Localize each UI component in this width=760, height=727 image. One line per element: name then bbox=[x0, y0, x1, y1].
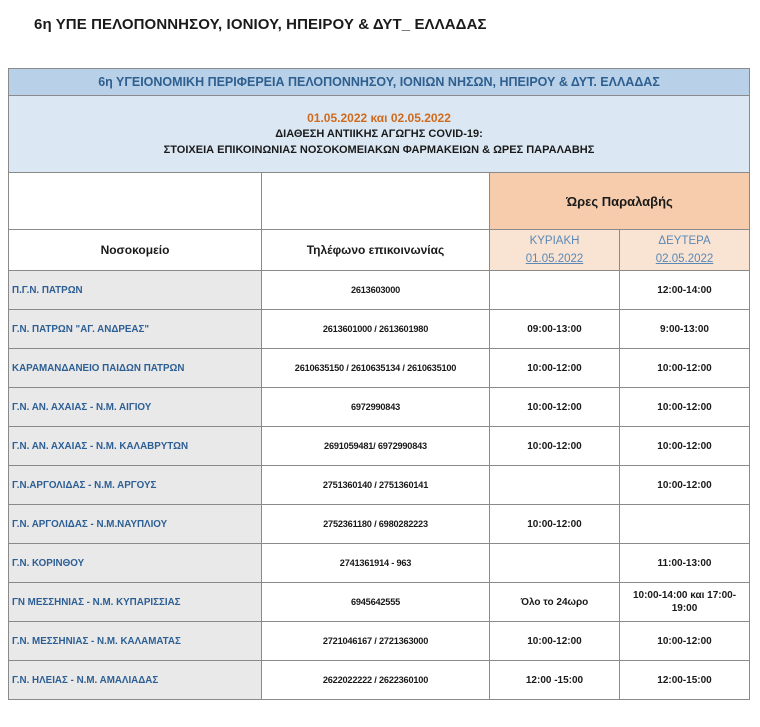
hospital-cell: ΚΑΡΑΜΑΝΔΑΝΕΙΟ ΠΑΙΔΩΝ ΠΑΤΡΩΝ bbox=[9, 349, 262, 388]
monday-day-label: ΔΕΥΤΕΡΑ bbox=[658, 235, 711, 247]
sunday-hours-cell bbox=[490, 271, 620, 310]
empty-header-cell bbox=[9, 173, 262, 230]
table-row bbox=[9, 271, 750, 310]
table-body bbox=[9, 69, 750, 700]
sunday-hours-cell bbox=[490, 544, 620, 583]
monday-hours-cell: 10:00-12:00 bbox=[620, 427, 750, 466]
monday-column-header bbox=[620, 230, 750, 271]
hospital-cell: Γ.Ν.ΑΡΓΟΛΙΔΑΣ - Ν.Μ. ΑΡΓΟΥΣ bbox=[9, 466, 262, 505]
hospital-cell: Γ.Ν. ΑΝ. ΑΧΑΙΑΣ - Ν.Μ. ΑΙΓΙΟΥ bbox=[9, 388, 262, 427]
monday-hours-cell: 12:00-14:00 bbox=[620, 271, 750, 310]
monday-hours-cell: 12:00-15:00 bbox=[620, 661, 750, 700]
sunday-hours-cell: Όλο το 24ωρο bbox=[490, 583, 620, 622]
subtitle-line-2: ΣΤΟΙΧΕΙΑ ΕΠΙΚΟΙΝΩΝΙΑΣ ΝΟΣΟΚΟΜΕΙΑΚΩΝ ΦΑΡΜΑΚΕΙΩΝ & ΩΡΕΣ ΠΑΡΑΛΑΒΗΣ bbox=[163, 144, 595, 156]
phone-cell: 2751360140 / 2751360141 bbox=[262, 466, 490, 505]
table-row bbox=[9, 505, 750, 544]
table-row bbox=[9, 349, 750, 388]
phone-cell: 2613601000 / 2613601980 bbox=[262, 310, 490, 349]
phone-cell: 2613603000 bbox=[262, 271, 490, 310]
phone-cell: 2741361914 - 963 bbox=[262, 544, 490, 583]
subtitle-row bbox=[9, 96, 750, 173]
phone-cell: 6945642555 bbox=[262, 583, 490, 622]
hospital-cell: Γ.Ν. ΚΟΡΙΝΘΟΥ bbox=[9, 544, 262, 583]
dates-label: 01.05.2022 και 02.05.2022 bbox=[307, 111, 451, 125]
hospital-column-header: Νοσοκομείο bbox=[9, 230, 262, 271]
hospital-cell: Γ.Ν. ΑΡΓΟΛΙΔΑΣ - Ν.Μ.ΝΑΥΠΛΙΟΥ bbox=[9, 505, 262, 544]
hospital-cell: Γ.Ν. ΠΑΤΡΩΝ "ΑΓ. ΑΝΔΡΕΑΣ" bbox=[9, 310, 262, 349]
table-row bbox=[9, 622, 750, 661]
monday-hours-cell bbox=[620, 505, 750, 544]
phone-cell: 2622022222 / 2622360100 bbox=[262, 661, 490, 700]
table-row bbox=[9, 388, 750, 427]
hospital-cell: Γ.Ν. ΗΛΕΙΑΣ - Ν.Μ. ΑΜΑΛΙΑΔΑΣ bbox=[9, 661, 262, 700]
sunday-hours-cell bbox=[490, 466, 620, 505]
column-header-row bbox=[9, 230, 750, 271]
phone-cell: 6972990843 bbox=[262, 388, 490, 427]
sunday-hours-cell: 12:00 -15:00 bbox=[490, 661, 620, 700]
empty-header-cell bbox=[262, 173, 490, 230]
sunday-hours-cell: 10:00-12:00 bbox=[490, 388, 620, 427]
subtitle-block bbox=[9, 96, 750, 173]
region-title: 6η ΥΓΕΙΟΝΟΜΙΚΗ ΠΕΡΙΦΕΡΕΙΑ ΠΕΛΟΠΟΝΝΗΣΟΥ, ΙΟΝΙΩΝ ΝΗΣΩΝ, ΗΠΕΙΡΟΥ & ΔΥΤ. ΕΛΛΑΔΑΣ bbox=[9, 69, 750, 96]
monday-hours-cell: 10:00-12:00 bbox=[620, 349, 750, 388]
phone-cell: 2610635150 / 2610635134 / 2610635100 bbox=[262, 349, 490, 388]
hospital-cell: ΓΝ ΜΕΣΣΗΝΙΑΣ - Ν.Μ. ΚΥΠΑΡΙΣΣΙΑΣ bbox=[9, 583, 262, 622]
phone-cell: 2752361180 / 6980282223 bbox=[262, 505, 490, 544]
table-row bbox=[9, 544, 750, 583]
table-row bbox=[9, 310, 750, 349]
sunday-hours-cell: 10:00-12:00 bbox=[490, 427, 620, 466]
monday-date-label: 02.05.2022 bbox=[655, 253, 714, 265]
pickup-hours-header: Ώρες Παραλαβής bbox=[490, 173, 750, 230]
sunday-date-label: 01.05.2022 bbox=[525, 253, 584, 265]
pharmacy-schedule-table bbox=[8, 68, 750, 700]
table-row bbox=[9, 466, 750, 505]
region-title-row bbox=[9, 69, 750, 96]
monday-hours-cell: 9:00-13:00 bbox=[620, 310, 750, 349]
table-row bbox=[9, 583, 750, 622]
hours-header-row bbox=[9, 173, 750, 230]
sunday-hours-cell: 10:00-12:00 bbox=[490, 622, 620, 661]
phone-column-header: Τηλέφωνο επικοινωνίας bbox=[262, 230, 490, 271]
table-row bbox=[9, 427, 750, 466]
monday-hours-cell: 10:00-12:00 bbox=[620, 388, 750, 427]
phone-cell: 2721046167 / 2721363000 bbox=[262, 622, 490, 661]
monday-hours-cell: 10:00-12:00 bbox=[620, 622, 750, 661]
monday-hours-cell: 10:00-14:00 και 17:00-19:00 bbox=[620, 583, 750, 622]
monday-hours-cell: 11:00-13:00 bbox=[620, 544, 750, 583]
monday-hours-cell: 10:00-12:00 bbox=[620, 466, 750, 505]
hospital-cell: Γ.Ν. ΑΝ. ΑΧΑΙΑΣ - Ν.Μ. ΚΑΛΑΒΡΥΤΩΝ bbox=[9, 427, 262, 466]
sunday-hours-cell: 09:00-13:00 bbox=[490, 310, 620, 349]
hospital-cell: Γ.Ν. ΜΕΣΣΗΝΙΑΣ - Ν.Μ. ΚΑΛΑΜΑΤΑΣ bbox=[9, 622, 262, 661]
sunday-day-label: ΚΥΡΙΑΚΗ bbox=[529, 235, 580, 247]
sunday-hours-cell: 10:00-12:00 bbox=[490, 349, 620, 388]
page-title: 6η ΥΠΕ ΠΕΛΟΠΟΝΝΗΣΟΥ, ΙΟΝΙΟΥ, ΗΠΕΙΡΟΥ & ΔΥΤ_ ΕΛΛΑΔΑΣ bbox=[34, 16, 487, 33]
sunday-column-header bbox=[490, 230, 620, 271]
table-row bbox=[9, 661, 750, 700]
sunday-hours-cell: 10:00-12:00 bbox=[490, 505, 620, 544]
phone-cell: 2691059481/ 6972990843 bbox=[262, 427, 490, 466]
subtitle-line-1: ΔΙΑΘΕΣΗ ΑΝΤΙΙΚΗΣ ΑΓΩΓΗΣ COVID-19: bbox=[275, 128, 483, 140]
hospital-cell: Π.Γ.Ν. ΠΑΤΡΩΝ bbox=[9, 271, 262, 310]
